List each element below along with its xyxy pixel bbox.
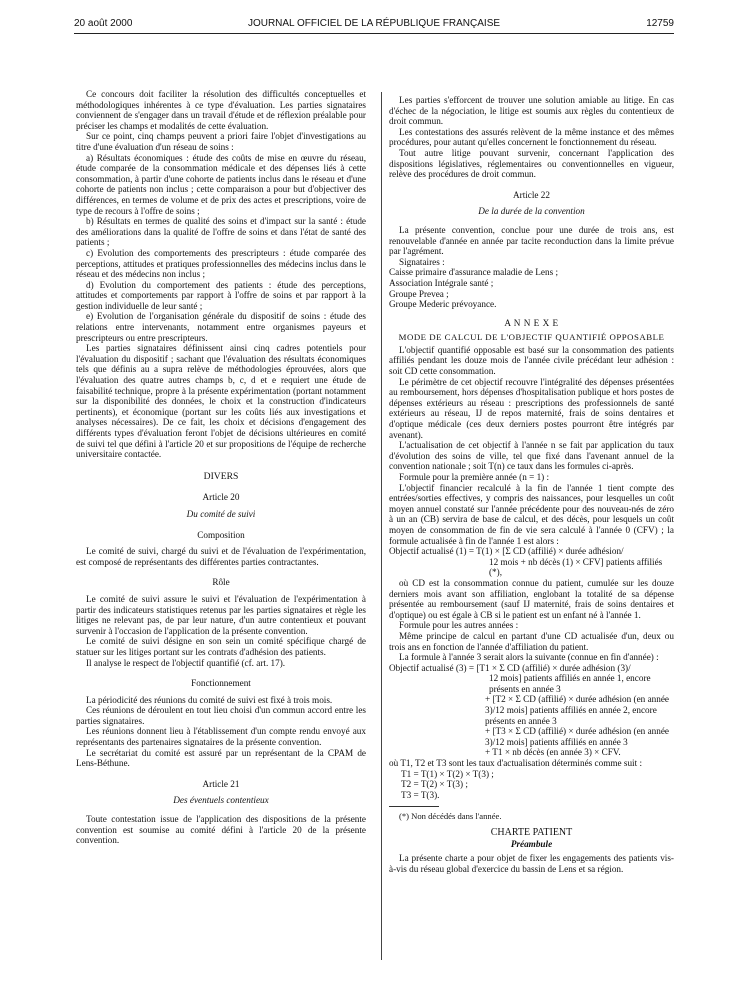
right-column: [389, 95, 674, 874]
formula-line: Objectif actualisé (1) = T(1) × [Σ CD (affilié) × durée adhésion/: [389, 546, 624, 557]
annex-title: MODE DE CALCUL DE L'OBJECTIF QUANTIFIÉ OPPOSABLE: [398, 332, 665, 343]
left-column: [76, 89, 366, 846]
formula-year-1: [389, 546, 674, 578]
formula-line: + [T2 × Σ CD (affilié) × durée adhésion (en année 3)/12 mois] patients affiliés en année 2, encore présents en année 3: [485, 694, 669, 726]
charter-heading: CHARTE PATIENT: [490, 827, 573, 838]
formula-year-3: [389, 663, 674, 758]
paragraph: où CD est la consommation connue du patient, cumulée sur les douze derniers mois avant son affiliation, englobant la totalité de sa dépense présentée au remboursement (sauf IJ maternité, frais de soins dentaires et d'optique) ou est égale à CB si le patient est un enfant né à l'année 1.: [389, 577, 674, 620]
paragraph: Les contestations des assurés relèvent de la même instance et des mêmes procédures, pour autant qu'elles concernent le fonctionnement du réseau.: [389, 126, 674, 148]
paragraph: e) Evolution de l'organisation générale du dispositif de soins : étude des relations entre intervenants, notamment entre organismes payeurs et prescripteurs ou entre prescripteurs.: [76, 311, 366, 343]
paragraph: Toute contestation issue de l'application des dispositions de la présente convention est soumise au comité défini à l'article 20 de la présente convention.: [76, 814, 366, 846]
paragraph: c) Evolution des comportements des prescripteurs : étude comparée des perceptions, attitudes et pratiques professionnelles des médecins inclus dans le réseau et des médecins non inclus ;: [76, 247, 366, 280]
paragraph: L'objectif financier recalculé à la fin de l'année 1 tient compte des entrées/sorties effectives, y compris des naissances, pour lesquelles un coût moyen annuel constaté sur l'année précédente pour des nouveau-nés de zéro à un an (CB) servira de base de calcul, et des décès, pour lesquels un coût moyen de consommation de fin de vie sera calculé à l'année 0 (CFV) ; la formule actualisée à fin de l'année 1 est alors :: [389, 482, 674, 546]
rate-line: T2 = T(2) × T(3) ;: [401, 779, 468, 790]
rate-definitions: [389, 769, 674, 801]
footnote: (*) Non décédés dans l'année.: [399, 811, 502, 822]
signatory-item: Association Intégrale santé ;: [389, 277, 494, 288]
preamble-heading: Préambule: [510, 838, 553, 849]
signatories-label: Signataires :: [399, 256, 445, 267]
article-21-title: Des éventuels contentieux: [173, 795, 269, 806]
paragraph: La périodicité des réunions du comité de suivi est fixé à trois mois.: [86, 694, 333, 705]
article-22-title: De la durée de la convention: [478, 206, 585, 217]
signatory-item: Groupe Mederic prévoyance.: [389, 299, 497, 310]
rate-line: T1 = T(1) × T(2) × T(3) ;: [401, 768, 494, 779]
formula-line: + T1 × nb décès (en année 3) × CFV.: [485, 747, 621, 758]
paragraph: L'actualisation de cet objectif à l'année n se fait par application du taux d'évolution des soins de ville, tel que fixé dans l'avenant annuel de la convention nationale ; soit T(n) ce taux dans les formules ci-après.: [389, 440, 674, 472]
article-20-title: Du comité de suivi: [186, 508, 256, 519]
paragraph: b) Résultats en termes de qualité des soins et d'impact sur la santé : étude des améliorations dans la qualité de l'offre de soins et dans l'état de santé des patients ;: [76, 216, 366, 248]
signatory-item: Caisse primaire d'assurance maladie de Lens ;: [389, 267, 559, 278]
rate-line: T3 = T(3).: [401, 789, 440, 800]
article-22-heading: Article 22: [513, 189, 550, 200]
paragraph: Formule pour les autres années :: [399, 620, 519, 631]
paragraph: a) Résultats économiques : étude des coûts de mise en œuvre du réseau, étude comparée de la consommation médicale et des dépenses liés à cette consommation, à partir d'une cohorte de patients inclus dans le réseau et d'une cohorte de patients non inclus ; cette comparaison a pour but d'objectiver des différences, en termes de volume et de prix des actes et prescriptions, voire de type de recours à l'offre de soins ;: [76, 152, 366, 216]
article-21-heading: Article 21: [202, 778, 240, 789]
paragraph: Le périmètre de cet objectif recouvre l'intégralité des dépenses présentées au remboursement, hors dépenses d'hospitalisation publique et hors postes de dépenses extérieurs au réseau : prescriptions des professionnels de santé extérieurs au réseau, IJ de repos maternité, frais de soins dentaires et d'optique médicale (ces deux derniers postes pourront être intégrés par avenant).: [389, 376, 674, 440]
paragraph: La formule à l'année 3 serait alors la suivante (connue en fin d'année) :: [399, 652, 659, 663]
formula-line: 12 mois] patients affiliés en année 1, encore présents en année 3: [489, 673, 651, 694]
column-divider: [381, 92, 382, 960]
formula-line: Objectif actualisé (3) = [T1 × Σ CD (affilié) × durée adhésion (3)/: [389, 662, 631, 673]
paragraph: Même principe de calcul en partant d'une CD actualisée d'un, deux ou trois ans en fonction de l'année d'affiliation du patient.: [389, 630, 674, 652]
annex-heading: A N N E X E: [504, 317, 559, 328]
signatory-item: Groupe Prevea ;: [389, 288, 449, 299]
subheading-composition: Composition: [197, 529, 245, 540]
paragraph: Le comité de suivi assure le suivi et l'évaluation de l'expérimentation à partir des indicateurs statistiques retenus par les parties signataires et règle les litiges ne relevant pas, de par leur nature, d'un autre contentieux et pouvant survenir à l'occasion de l'application de la présente convention.: [76, 593, 366, 636]
subheading-role: Rôle: [212, 577, 230, 588]
formula-line: 12 mois + nb décès (1) × CFV] patients affiliés (*),: [489, 556, 663, 578]
header-date: 20 août 2000: [74, 18, 133, 29]
paragraph: Le comité de suivi, chargé du suivi et de l'évaluation de l'expérimentation, est composé de représentants des différentes parties contractantes.: [76, 546, 366, 567]
formula-line: + [T3 × Σ CD (affilié) × durée adhésion (en année 3)/12 mois] patients affiliés en année 3: [485, 726, 669, 747]
paragraph: La présente charte a pour objet de fixer les engagements des patients vis-à-vis du réseau global d'exercice du bassin de Lens et sa région.: [389, 853, 674, 874]
footnote-rule: [389, 806, 439, 807]
paragraph: Le secrétariat du comité est assuré par un représentant de la CPAM de Lens-Béthune.: [76, 747, 366, 769]
header-page-number: 12759: [646, 18, 674, 29]
page-header: [74, 18, 674, 32]
paragraph: Formule pour la première année (n = 1) :: [399, 472, 550, 482]
paragraph: Ce concours doit faciliter la résolution des difficultés conceptuelles et méthodologiques inhérentes à ce type d'évaluation. Les parties signataires conviennent de s'engager dans un travail d'étude et de réflexion préalable pour préciser les champs et modalités de cette évaluation.: [76, 89, 366, 131]
header-journal-title: JOURNAL OFFICIEL DE LA RÉPUBLIQUE FRANÇAISE: [247, 18, 501, 29]
paragraph: Le comité de suivi désigne en son sein un comité spécifique chargé de statuer sur les litiges portant sur les contrats d'adhésion des patients.: [76, 636, 366, 657]
subheading-fonctionnement: Fonctionnement: [191, 678, 251, 689]
paragraph: Il analyse le respect de l'objectif quantifié (cf. art. 17).: [86, 657, 286, 668]
paragraph: d) Evolution du comportement des patients : étude des perceptions, attitudes et comportements par rapport à l'offre de soins et par rapport à la gestion individuelle de leur santé ;: [76, 279, 366, 311]
section-heading-divers: DIVERS: [203, 470, 239, 482]
paragraph: Sur ce point, cinq champs peuvent a priori faire l'objet d'investigations au titre d'une évaluation d'un réseau de soins :: [76, 131, 366, 152]
article-20-heading: Article 20: [202, 492, 240, 503]
paragraph: Les réunions donnent lieu à l'établissement d'un compte rendu envoyé aux représentants des partenaires signataires de la présente convention.: [76, 726, 366, 748]
paragraph: La présente convention, conclue pour une durée de trois ans, est renouvelable d'année en année par tacite reconduction dans la limite prévue par l'agrément.: [389, 224, 674, 257]
paragraph: Les parties signataires définissent ainsi cinq cadres potentiels pour l'évaluation du dispositif ; sachant que l'évaluation des résultats économiques tels que définis au a supra relève de méthodologies éprouvées, alors que l'évaluation des quatre autres champs b, c, d et e requiert une étude de faisabilité technique, propre à la présente expérimentation (portant notamment sur la disponibilité des données, le choix et la construction d'indicateurs pertinents), et économique (portant sur les coûts liés aux investigations et analyses nécessaires). De ce fait, les choix et décisions d'engagement des différents types d'évaluation feront l'objet de décisions ultérieures en comité de suivi tel que défini à l'article 20 et sur propositions de l'équipe de recherche universitaire contactée.: [76, 343, 366, 460]
paragraph: L'objectif quantifié opposable est basé sur la consommation des patients affiliés pendant les douze mois de l'année civile précédant leur adhésion : soit CD cette consommation.: [389, 344, 674, 377]
header-rule: [74, 33, 674, 34]
paragraph: Tout autre litige pouvant survenir, concernant l'application des dispositions législatives, réglementaires ou conventionnelles en vigueur, relève des procédures de droit commun.: [389, 147, 674, 180]
paragraph: Ces réunions de déroulent en tout lieu choisi d'un commun accord entre les parties signataires.: [76, 705, 366, 726]
paragraph: où T1, T2 et T3 sont les taux d'actualisation déterminés comme suit :: [389, 758, 642, 769]
paragraph: Les parties s'efforcent de trouver une solution amiable au litige. En cas d'échec de la négociation, le litige est soumis aux règles du contentieux de droit commun.: [389, 95, 674, 127]
